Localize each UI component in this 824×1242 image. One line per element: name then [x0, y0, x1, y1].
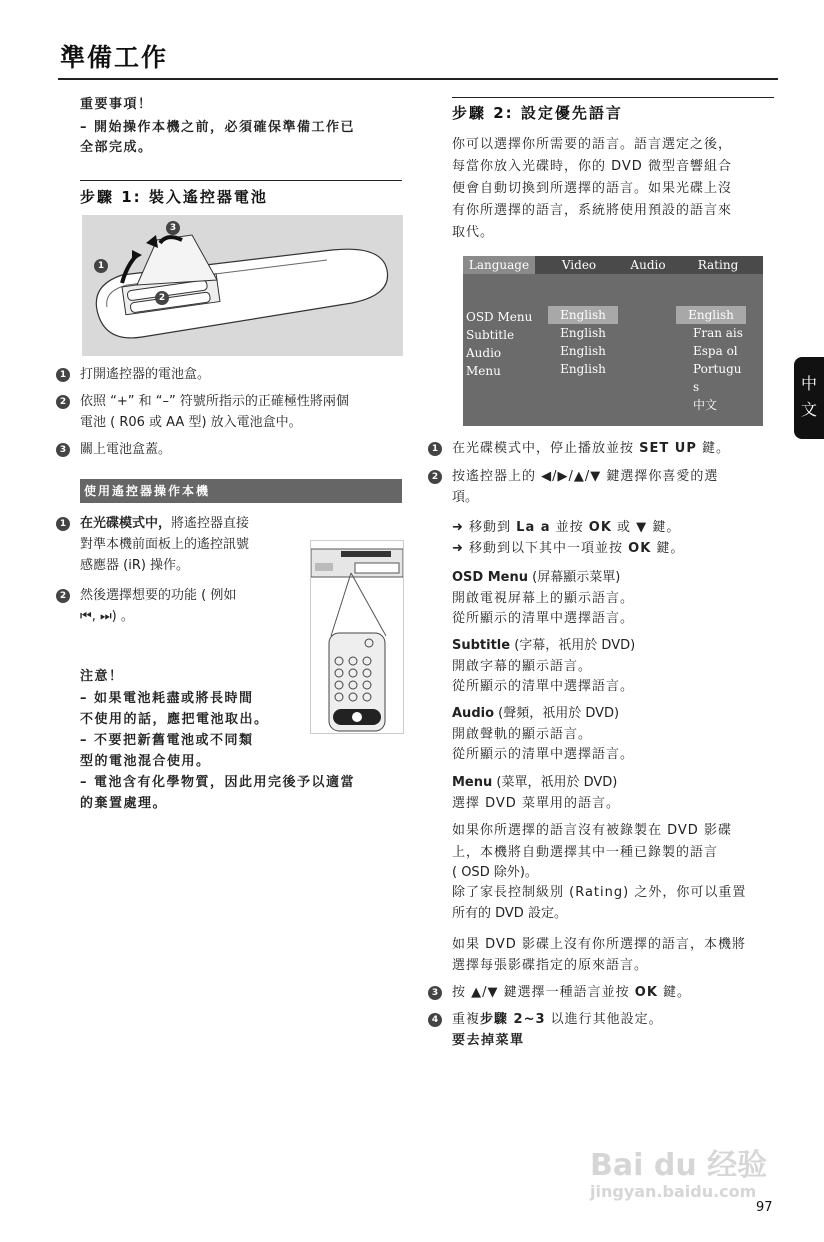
step1-item-3: 關上電池盒蓋。 — [80, 442, 172, 457]
option-osd-menu-line-1: 開啟電視屏幕上的顯示語言。 — [452, 591, 635, 606]
remote-item-1-number: 1 — [56, 517, 70, 531]
osd-row-subtitle: Subtitle — [466, 328, 515, 342]
step1-item-1: 打開遙控器的電池盒。 — [80, 367, 211, 382]
step2-heading: 步驟 2: 設定優先語言 — [452, 104, 623, 122]
step2-item-1 — [452, 438, 730, 460]
osd-current-values — [548, 306, 618, 378]
option-subtitle-name: Subtitle — [452, 638, 511, 653]
option-osd-menu-name: OSD Menu — [452, 570, 528, 585]
remote-battery-illustration — [82, 215, 403, 356]
step4-bold: 步驟 2~3 — [480, 1012, 546, 1027]
step4-post: 以進行其他設定。 — [545, 1012, 663, 1027]
step2-item-1-post: 鍵。 — [696, 441, 731, 456]
note-line-3: – 不要把新舊電池或不同類 — [80, 733, 254, 748]
osd-row-audio: Audio — [466, 346, 502, 360]
baidu-watermark-url: jingyan.baidu.com — [590, 1182, 757, 1201]
battery-figure — [82, 215, 403, 356]
osd-row-menu: Menu — [466, 364, 501, 378]
important-line-1: – 開始操作本機之前，必須確保準備工作已 — [80, 120, 356, 135]
note-line-1: – 如果電池耗盡或將長時間 — [80, 691, 254, 706]
step4-number: 4 — [428, 1013, 442, 1027]
step2-rule — [452, 97, 774, 98]
option-audio-line-1: 開啟聲軌的顯示語言。 — [452, 727, 593, 742]
setup-key: SET UP — [639, 441, 697, 456]
step3-post: 鍵。 — [657, 985, 692, 1000]
arrow-2-end: 鍵。 — [651, 541, 685, 556]
option-osd-menu-desc: (屏幕顯示菜單) — [528, 570, 621, 585]
step3-pre: 按 ▲/▼ 鍵選擇一種語言並按 — [452, 985, 635, 1000]
step2-item-1-text: 在光碟模式中，停止播放並按 — [452, 441, 640, 456]
step4-pre: 重複 — [452, 1012, 481, 1027]
note-line-4: 型的電池混合使用。 — [80, 754, 211, 769]
page-title: 準備工作 — [60, 43, 169, 72]
note-line-5: – 電池含有化學物質，因此用完後予以適當 — [80, 775, 356, 790]
right-note-line-6: 如果 DVD 影碟上沒有你所選擇的語言，本機將 — [452, 937, 746, 952]
step1-item-1-number: 1 — [56, 368, 70, 382]
osd-option-chinese: 中文 — [693, 398, 718, 412]
remote-pointing-figure — [310, 540, 404, 734]
option-menu-name: Menu — [452, 775, 493, 790]
step3-number: 3 — [428, 986, 442, 1000]
figure-label-1: 1 — [94, 259, 108, 273]
figure-label-2: 2 — [155, 291, 169, 305]
option-audio-title — [452, 703, 619, 725]
remote-item-1-line-1 — [80, 513, 249, 535]
step2-item-2-line-2: 項。 — [452, 490, 479, 505]
osd-tab-bar — [463, 256, 763, 274]
remote-item-1-line-2: 對準本機前面板上的遙控訊號 — [80, 537, 250, 552]
page-number: 97 — [756, 1200, 773, 1215]
step4-text — [452, 1009, 663, 1031]
arrow-line-1 — [452, 517, 680, 539]
osd-value-osd-menu: English — [548, 306, 618, 324]
step2-intro-4: 有你所選擇的語言，系統將使用預設的語言來 — [452, 203, 733, 218]
option-menu-title — [452, 772, 617, 794]
option-audio-desc: (聲頻，祇用於 DVD) — [494, 706, 620, 721]
osd-setup-screen — [463, 256, 763, 426]
notes-heading: 注意！ — [80, 669, 124, 684]
step1-rule — [80, 180, 402, 181]
important-heading: 重要事項！ — [80, 97, 153, 112]
remote-item-1-rest: 將遙控器直接 — [171, 516, 250, 531]
step2-intro-3: 便會自動切換到所選擇的語言。如果光碟上沒 — [452, 181, 733, 196]
option-osd-menu-line-2: 從所顯示的清單中選擇語言。 — [452, 611, 635, 626]
arrow-1-text: ➜ 移動到 — [452, 520, 517, 535]
option-subtitle-desc: (字幕，祇用於 DVD) — [510, 638, 636, 653]
option-subtitle-title — [452, 635, 635, 657]
osd-tab-video: Video — [561, 258, 597, 272]
option-audio-line-2: 從所顯示的清單中選擇語言。 — [452, 747, 635, 762]
right-note-line-7: 選擇每張影碟指定的原來語言。 — [452, 958, 649, 973]
remote-item-2-line-1: 然後選擇想要的功能 ( 例如 — [80, 588, 237, 603]
step1-heading: 步驟 1: 裝入遙控器電池 — [80, 188, 268, 206]
side-tab-char-2: 文 — [800, 400, 817, 419]
right-note-line-3: ( OSD 除外)。 — [452, 865, 538, 880]
step1-item-2-line-2: 電池 ( R06 或 AA 型) 放入電池盒中。 — [80, 415, 302, 430]
step1-item-2-line-1: 依照 “+” 和 “–” 符號所指示的正確極性將兩個 — [80, 394, 349, 409]
right-note-line-5: 所有的 DVD 設定。 — [452, 906, 567, 921]
option-audio-name: Audio — [452, 706, 495, 721]
osd-option-portuguese: Portugu s — [693, 362, 742, 394]
title-divider — [58, 78, 778, 80]
exit-menu-heading: 要去掉菜單 — [452, 1033, 525, 1048]
arrow-1-key: OK — [588, 520, 612, 535]
step1-item-2-number: 2 — [56, 395, 70, 409]
osd-option-english: English — [676, 306, 746, 324]
step2-intro-1: 你可以選擇你所需要的語言。語言選定之後， — [452, 137, 733, 152]
step1-item-3-number: 3 — [56, 443, 70, 457]
step3-key: OK — [634, 985, 658, 1000]
osd-value-subtitle: English — [560, 326, 606, 340]
option-menu-desc: (菜單，祇用於 DVD) — [492, 775, 618, 790]
side-tab-char-1: 中 — [800, 374, 817, 393]
note-line-6: 的棄置處理。 — [80, 796, 168, 811]
remote-item-2-number: 2 — [56, 589, 70, 603]
arrow-2-text: ➜ 移動到以下其中一項並按 — [452, 541, 629, 556]
note-line-2: 不使用的話，應把電池取出。 — [80, 712, 269, 727]
remote-item-1-line-3: 感應器 (iR) 操作。 — [80, 558, 190, 573]
arrow-1-end: 或 ▼ 鍵。 — [611, 520, 681, 535]
remote-item-2-line-2: ⏮, ⏭) 。 — [80, 609, 134, 624]
right-note-line-1: 如果你所選擇的語言沒有被錄製在 DVD 影碟 — [452, 823, 732, 838]
option-osd-menu-title — [452, 567, 620, 589]
step2-item-2-number: 2 — [428, 470, 442, 484]
osd-option-french: Fran ais — [693, 326, 743, 340]
arrow-1-target: La a — [516, 520, 551, 535]
step2-item-2-line-1: 按遙控器上的 ◀/▶/▲/▼ 鍵選擇你喜愛的選 — [452, 469, 719, 484]
figure-label-3: 3 — [166, 221, 180, 235]
remote-section-heading: 使用遙控器操作本機 — [80, 479, 402, 503]
right-note-line-2: 上，本機將自動選擇其中一種已錄製的語言 — [452, 845, 719, 860]
option-menu-line-1: 選擇 DVD 菜單用的語言。 — [452, 796, 620, 811]
arrow-2-key: OK — [628, 541, 652, 556]
baidu-watermark-logo: Bai du 经验 — [590, 1148, 768, 1183]
option-subtitle-line-1: 開啟字幕的顯示語言。 — [452, 659, 593, 674]
osd-option-spanish: Espa ol — [693, 344, 738, 358]
important-line-2: 全部完成。 — [80, 140, 153, 155]
step2-item-1-number: 1 — [428, 442, 442, 456]
step2-intro-2: 每當你放入光碟時，你的 DVD 微型音響組合 — [452, 159, 732, 174]
osd-row-labels — [466, 308, 532, 380]
osd-tab-language: Language — [463, 256, 535, 274]
osd-language-options — [676, 306, 746, 414]
right-note-line-4: 除了家長控制級別 (Rating) 之外，你可以重置 — [452, 885, 747, 900]
arrow-line-2 — [452, 538, 684, 560]
osd-value-audio: English — [560, 344, 606, 358]
osd-value-menu: English — [560, 362, 606, 376]
language-side-tab — [794, 357, 824, 439]
step3-text — [452, 982, 691, 1004]
osd-row-osd-menu: OSD Menu — [466, 310, 533, 324]
step2-intro-5: 取代。 — [452, 225, 495, 240]
osd-tab-rating: Rating — [697, 258, 739, 272]
remote-item-1-bold: 在光碟模式中， — [80, 516, 172, 531]
arrow-1-mid: 並按 — [550, 520, 589, 535]
osd-tab-audio: Audio — [630, 258, 666, 272]
option-subtitle-line-2: 從所顯示的清單中選擇語言。 — [452, 679, 635, 694]
remote-control-illustration — [311, 541, 403, 733]
